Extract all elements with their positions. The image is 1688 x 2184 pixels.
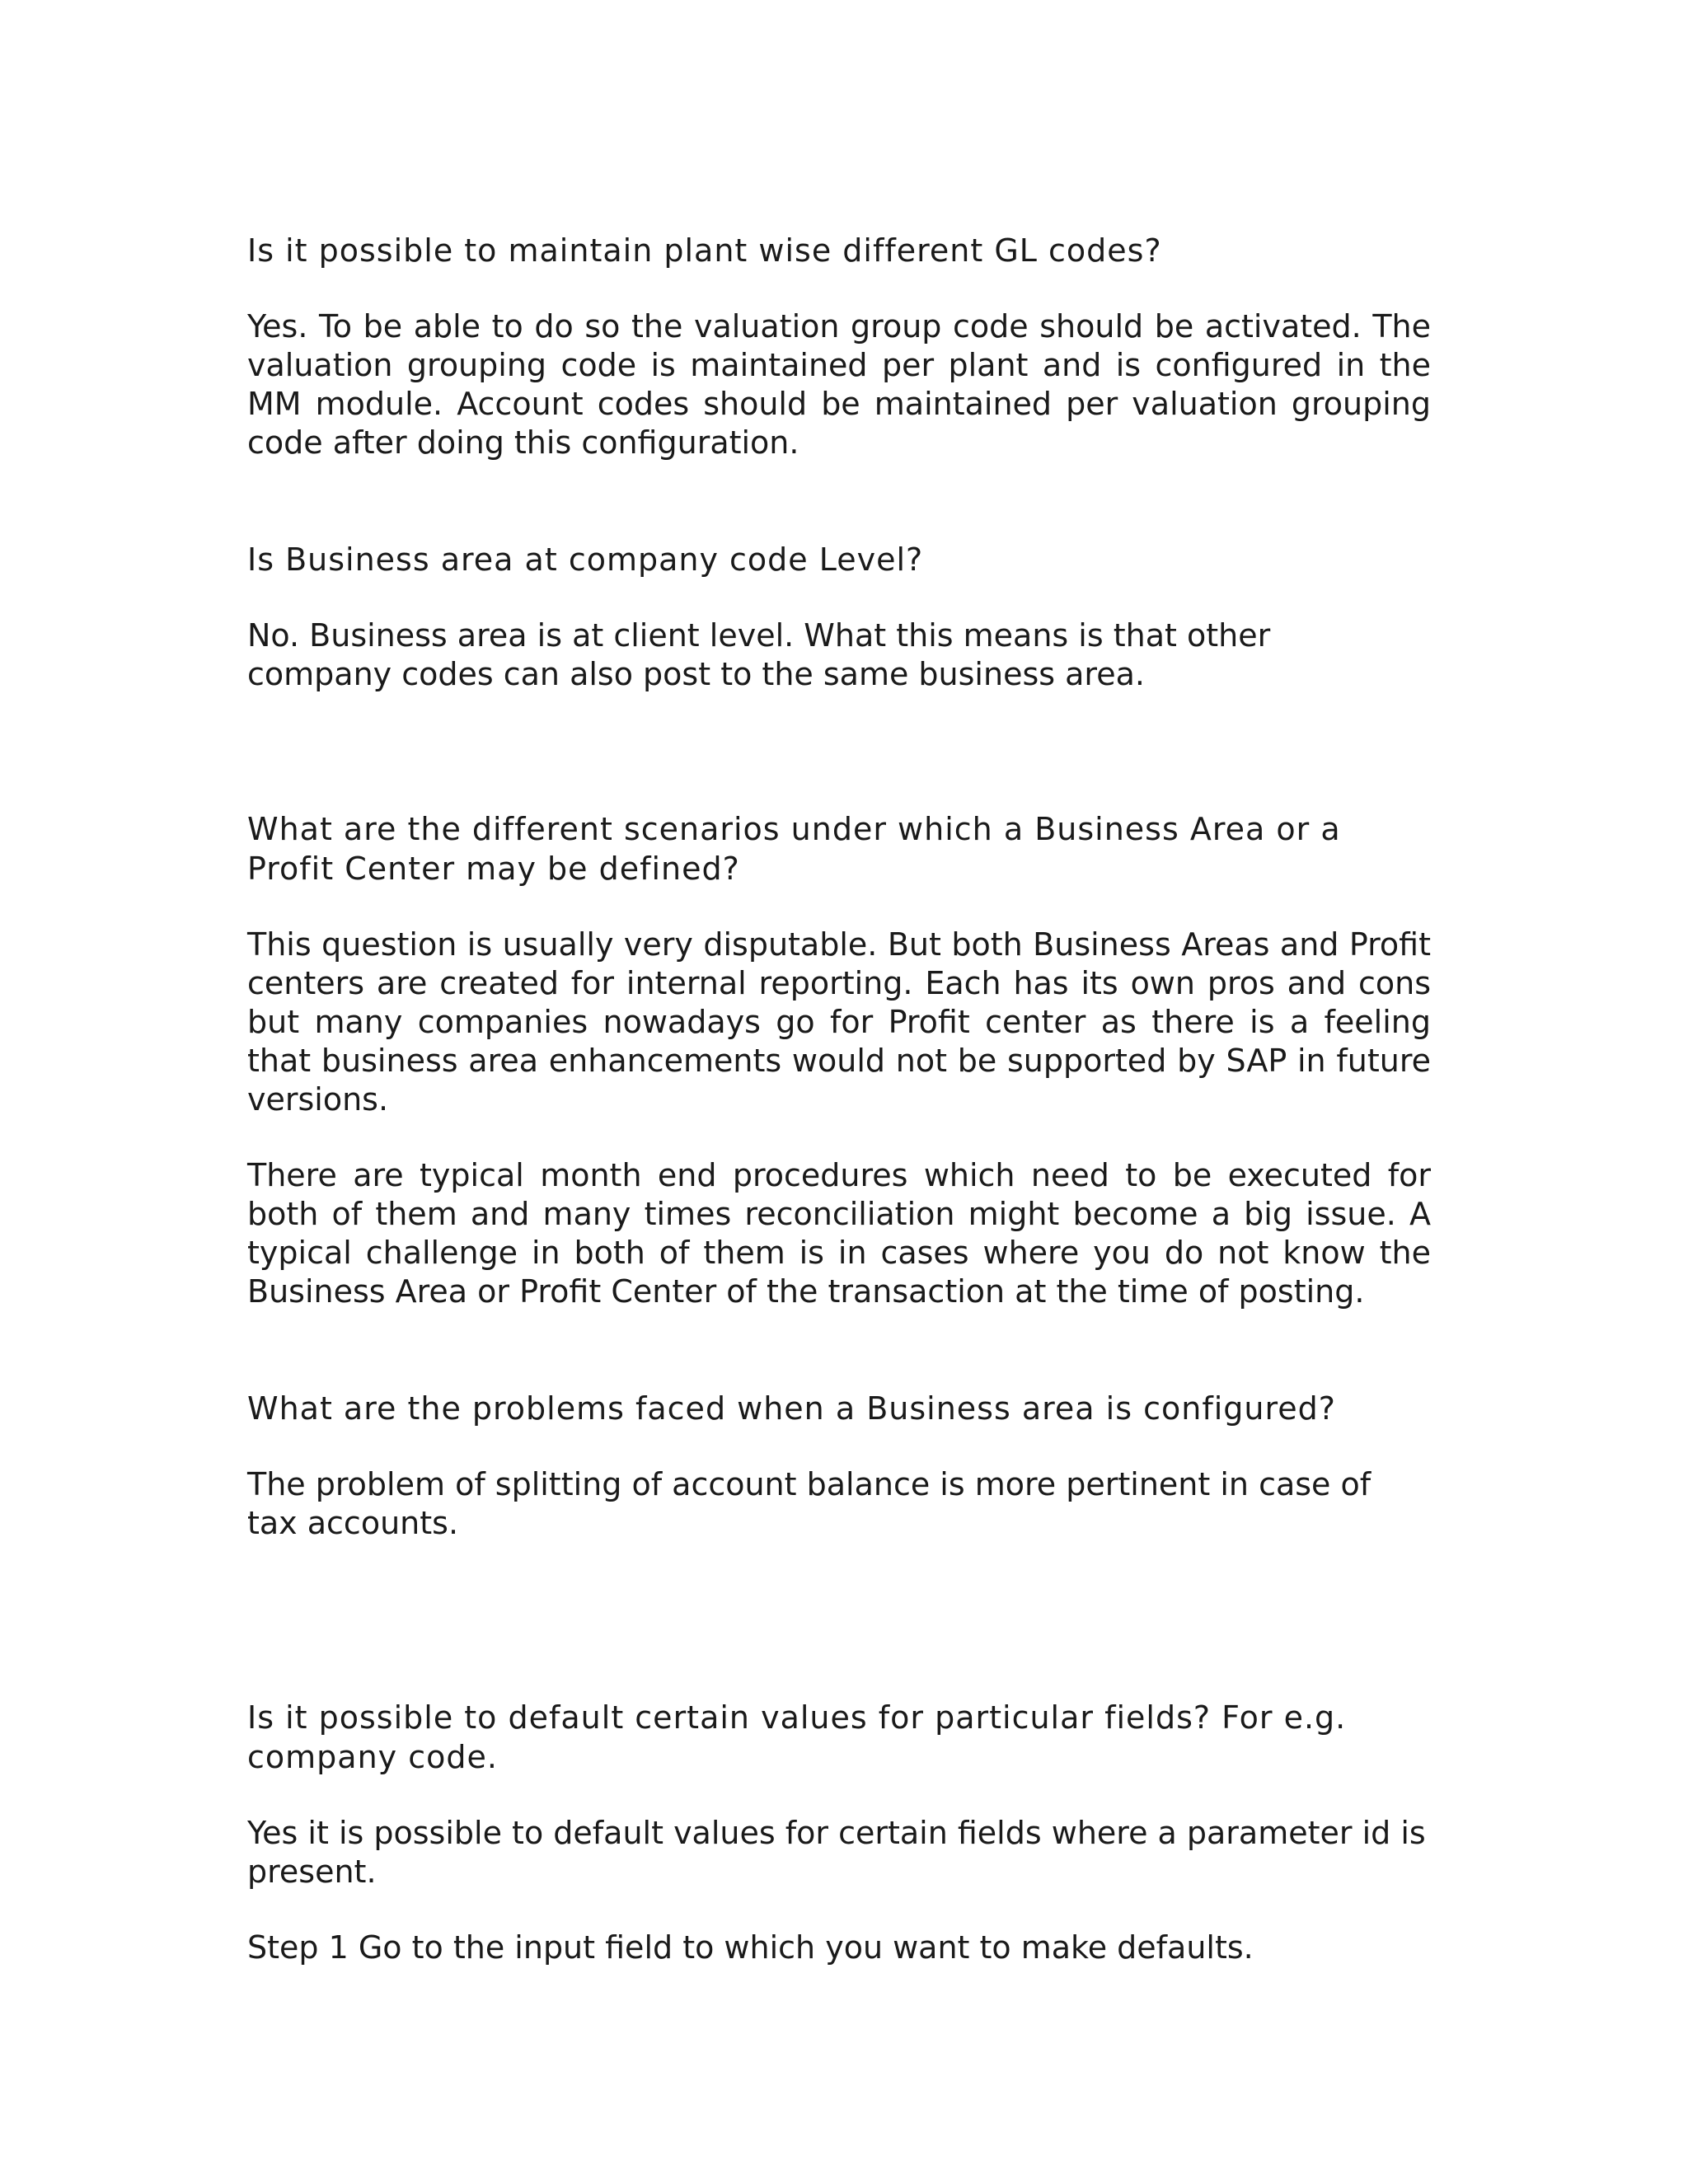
answer-plant-wise-gl-codes: Yes. To be able to do so the valuation group code should be activated. The valuation grouping code is maintained per plant and is configured in the MM module. Account codes should be maintained per valuation grouping code after doing this configuration. <box>247 308 1431 461</box>
answer-business-area-profit-center-scenarios-2: There are typical month end procedures which need to be executed for both of them and many times reconciliation might become a big issue. A typical challenge in both of them is in cases where you do not know the Business Area or Profit Center of the transaction at the time of posting. <box>247 1157 1431 1310</box>
question-plant-wise-gl-codes: Is it possible to maintain plant wise different GL codes? <box>247 232 1162 269</box>
question-business-area-profit-center-scenarios: What are the different scenarios under which a Business Area or a Profit Center may be defined? <box>247 811 1341 887</box>
answer-business-area-profit-center-scenarios-1: This question is usually very disputable. But both Business Areas and Profit centers are created for internal reporting. Each has its own pros and cons but many companies nowadays go for Profit center as there is a feeling that business area enhancements would not be supported by SAP in future versions. <box>247 926 1431 1118</box>
document-body <box>247 231 1434 1967</box>
question-business-area-problems: What are the problems faced when a Business area is configured? <box>247 1390 1336 1427</box>
answer-business-area-level: No. Business area is at client level. What this means is that other company codes can also post to the same business area. <box>247 617 1271 692</box>
question-default-field-values: Is it possible to default certain values for particular fields? For e.g. company code. <box>247 1699 1347 1775</box>
answer-default-field-values-step-1: Step 1 Go to the input field to which you want to make defaults. <box>247 1929 1254 1966</box>
answer-default-field-values-1: Yes it is possible to default values for certain fields where a parameter id is present. <box>247 1815 1426 1890</box>
question-business-area-level: Is Business area at company code Level? <box>247 541 924 578</box>
answer-business-area-problems: The problem of splitting of account balance is more pertinent in case of tax accounts. <box>247 1466 1372 1541</box>
